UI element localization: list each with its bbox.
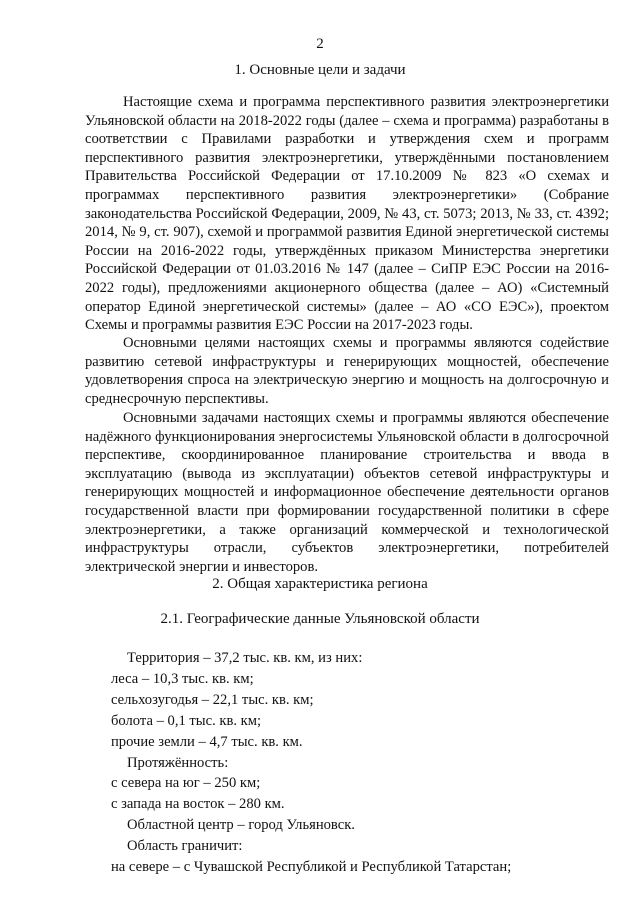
- subsection-heading-geography: 2.1. Географические данные Ульяновской области: [160, 611, 480, 627]
- paragraph-tasks: Основными задачами настоящих схемы и программы являются обеспечение надёжного функционирования энергосистемы Ульяновской области в долгосрочной перспективе, скоординированное планирование строительства и ввода в эксплуатацию (вывода из эксплуатации) объектов сетевой инфраструктуры и генерирующих мощностей и информационное обеспечение деятельности органов государственной власти при формировании государственной политики в сфере электроэнергетики, а также организаций коммерческой и технологической инфраструктуры отрасли, субъектов электроэнергетики, потребителей электрической энергии и инвесторов.: [85, 410, 609, 575]
- list-item: леса – 10,3 тыс. кв. км;: [111, 670, 254, 687]
- page-number: 2: [316, 36, 324, 52]
- list-item: болота – 0,1 тыс. кв. км;: [111, 712, 262, 729]
- paragraph-goals: Основными целями настоящих схемы и программы являются содействие развитию сетевой инфраструктуры и генерирующих мощностей, обеспечение удовлетворения спроса на электрическую энергию и мощность на долгосрочную и среднесрочную перспективы.: [85, 335, 609, 407]
- list-item: с запада на восток – 280 км.: [111, 796, 285, 813]
- section-heading-region: 2. Общая характеристика региона: [212, 576, 428, 592]
- paragraph-intro: Настоящие схема и программа перспективного развития электроэнергетики Ульяновской области на 2018-2022 годы (далее – схема и программа) разработаны в соответствии с Правилами разработки и утверждения схем и программ перспективного развития электроэнергетики, утверждёнными постановлением Правительства Российской Федерации от 17.10.2009 № 823 «О схемах и программах перспективного развития электроэнергетики» (Собрание законодательства Российской Федерации, 2009, № 43, ст. 5073; 2013, № 33, ст. 4392; 2014, № 9, ст. 907), схемой и программой развития Единой энергетической системы России на 2016-2022 годы, утверждённых приказом Министерства энергетики Российской Федерации от 01.03.2016 № 147 (далее – СиПР ЕЭС России на 2016-2022 годы), предложениями акционерного общества (далее – АО) «Системный оператор Единой энергетической системы» (далее – АО «СО ЕЭС»), проектом Схемы и программы развития ЕЭС России на 2017-2023 годы.: [85, 94, 609, 334]
- list-item: на севере – с Чувашской Республикой и Республикой Татарстан;: [111, 859, 512, 876]
- list-item: Протяжённость:: [127, 754, 229, 771]
- list-item: прочие земли – 4,7 тыс. кв. км.: [111, 733, 303, 750]
- list-item: сельхозугодья – 22,1 тыс. кв. км;: [111, 691, 314, 708]
- list-item: Областной центр – город Ульяновск.: [127, 817, 355, 834]
- list-item: Территория – 37,2 тыс. кв. км, из них:: [127, 650, 363, 666]
- list-item: с севера на юг – 250 км;: [111, 775, 261, 792]
- list-item: Область граничит:: [127, 838, 243, 855]
- section-heading-goals: 1. Основные цели и задачи: [234, 62, 406, 78]
- geography-list: [111, 648, 512, 878]
